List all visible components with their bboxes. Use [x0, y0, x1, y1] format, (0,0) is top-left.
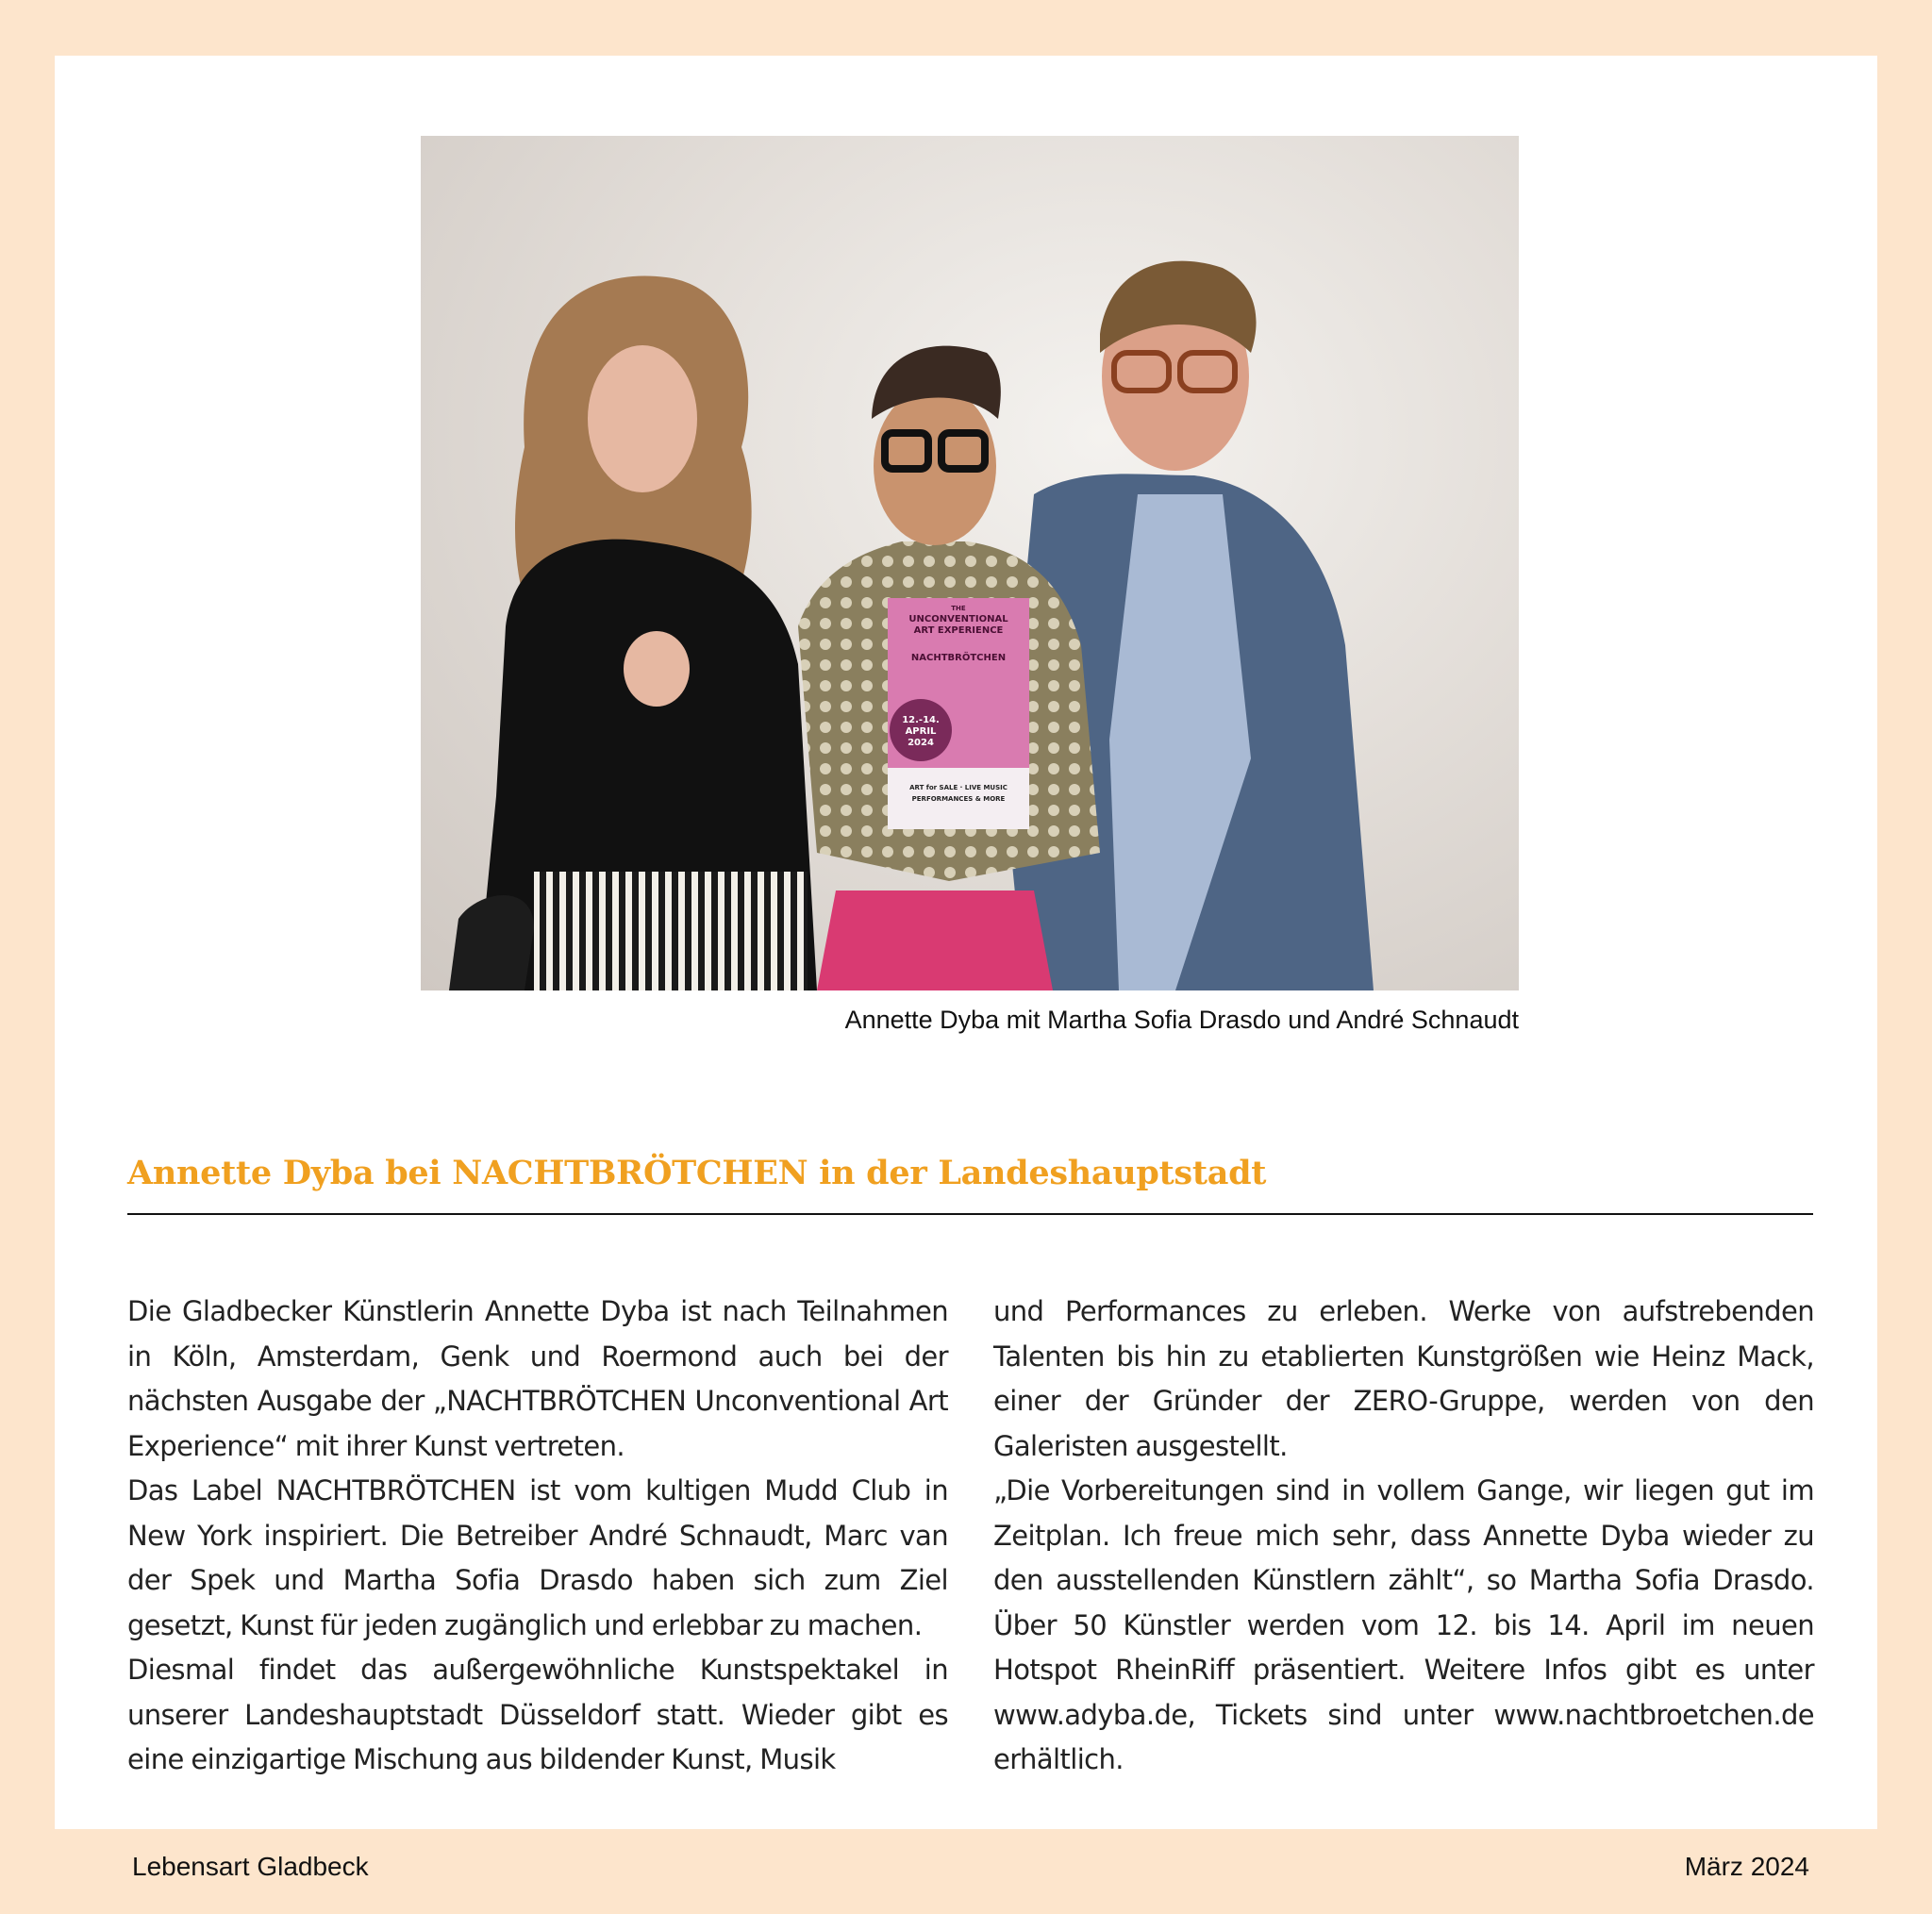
article-paragraph: Das Label NACHTBRÖTCHEN ist vom kultigen Mudd Club in New York inspiriert. Die Betreiber André Schnaudt, Marc van der Spek und Martha Sofia Drasdo haben sich zum Ziel gesetzt, Kunst für jeden zugänglich und erlebbar zu machen. [127, 1474, 948, 1641]
article-paragraph: „Die Vorbereitungen sind in vollem Gange, wir liegen gut im Zeitplan. Ich freue mich sehr, dass Annette Dyba wieder zu den ausstellenden Künstlern zählt“, so Martha Sofia Drasdo. Über 50 Künstler werden vom 12. bis 14. April im neuen Hotspot RheinRiff präsentiert. Weitere Infos gibt es unter www.adyba.de, Tickets sind unter www.nachtbroetchen.de erhältlich. [993, 1474, 1814, 1775]
flyer-tag-1: ART for SALE · LIVE MUSIC [909, 784, 1008, 791]
article-column-left [127, 1290, 948, 1783]
article-headline: Annette Dyba bei NACHTBRÖTCHEN in der Landeshauptstadt [127, 1154, 1267, 1192]
article-photo [421, 136, 1519, 990]
flyer-line-2: UNCONVENTIONAL [908, 614, 1008, 624]
flyer-date-3: 2024 [908, 738, 934, 748]
flyer-brand: NACHTBRÖTCHEN [910, 653, 1007, 663]
photo-illustration [421, 136, 1519, 990]
person-left [449, 276, 817, 990]
footer-issue-date: März 2024 [1684, 1852, 1809, 1881]
flyer-tag-2: PERFORMANCES & MORE [911, 795, 1006, 803]
flyer-line-3: ART EXPERIENCE [913, 625, 1004, 636]
flyer-date-1: 12.-14. [902, 715, 940, 725]
photo-caption: Annette Dyba mit Martha Sofia Drasdo und André Schnaudt [844, 1006, 1519, 1034]
flyer-date-2: APRIL [905, 726, 937, 737]
flyer-line-1: THE [951, 605, 966, 612]
article-paragraph: und Performances zu erleben. Werke von aufstrebenden Talenten bis hin zu etablierten Kunstgrößen wie Heinz Mack, einer der Gründer der ZERO-Gruppe, werden von den Galeristen ausgestellt. [993, 1295, 1814, 1462]
article-column-right [993, 1290, 1814, 1783]
article-paragraph: Die Gladbecker Künstlerin Annette Dyba ist nach Teilnahmen in Köln, Amsterdam, Genk und Roermond auch bei der nächsten Ausgabe der „NACHTBRÖTCHEN Unconventional Art Experience“ mit ihrer Kunst vertreten. [127, 1295, 948, 1462]
article-paragraph: Diesmal findet das außergewöhnliche Kunstspektakel in unserer Landeshauptstadt Düsseldorf statt. Wieder gibt es eine einzigartige Mischung aus bildender Kunst, Musik [127, 1654, 948, 1775]
event-flyer [888, 598, 1029, 829]
footer-publication: Lebensart Gladbeck [132, 1852, 369, 1881]
magazine-page [55, 56, 1877, 1829]
headline-divider [127, 1213, 1813, 1215]
